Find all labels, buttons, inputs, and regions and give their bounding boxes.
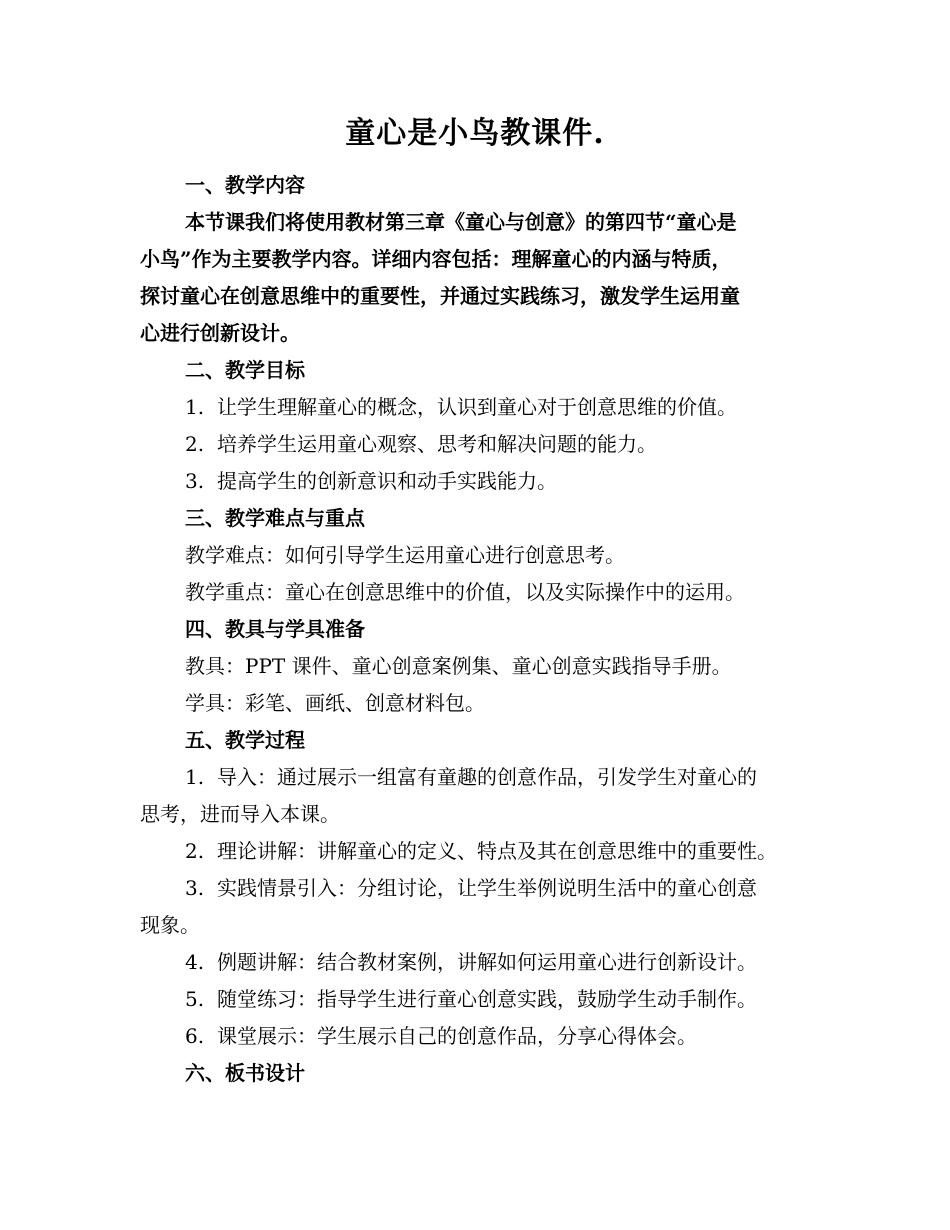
list-item-number: 4. <box>185 950 205 974</box>
list-item-text: 例题讲解：结合教材案例，讲解如何运用童心进行创新设计。 <box>217 950 757 974</box>
list-item <box>140 833 820 870</box>
list-item-number: 6. <box>185 1024 205 1048</box>
paragraph-line: 探讨童心在创意思维中的重要性，并通过实践练习，激发学生运用童 <box>140 284 740 308</box>
list-item-text: 培养学生运用童心观察、思考和解决问题的能力。 <box>217 432 657 456</box>
list-item <box>140 870 820 907</box>
paragraph-line: 小鸟”作为主要教学内容。详细内容包括：理解童心的内涵与特质， <box>140 247 732 271</box>
list-item <box>140 981 820 1018</box>
list-item <box>140 944 820 981</box>
section-heading-process: 五、教学过程 <box>185 728 305 752</box>
list-item <box>140 759 820 796</box>
list-item <box>140 1018 820 1055</box>
list-item-text: 实践情景引入：分组讨论，让学生举例说明生活中的童心创意 <box>217 876 757 900</box>
section-heading-board-design: 六、板书设计 <box>185 1061 305 1085</box>
paragraph-line: 教学重点：童心在创意思维中的价值，以及实际操作中的运用。 <box>185 580 745 604</box>
page-title: 童心是小鸟教课件. <box>345 116 605 151</box>
paragraph-line: 教学难点：如何引导学生运用童心进行创意思考。 <box>185 543 625 567</box>
list-item-number: 5. <box>185 987 205 1011</box>
list-item-number: 2. <box>185 432 205 456</box>
list-item-text: 导入：通过展示一组富有童趣的创意作品，引发学生对童心的 <box>217 765 757 789</box>
list-item-text: 理论讲解：讲解童心的定义、特点及其在创意思维中的重要性。 <box>217 839 777 863</box>
list-item-text: 提高学生的创新意识和动手实践能力。 <box>217 469 557 493</box>
section-heading-difficulties: 三、教学难点与重点 <box>185 506 365 530</box>
list-item-text: 让学生理解童心的概念，认识到童心对于创意思维的价值。 <box>217 395 737 419</box>
paragraph-line: 教具：PPT 课件、童心创意案例集、童心创意实践指导手册。 <box>185 654 732 678</box>
section-heading-teaching-content: 一、教学内容 <box>185 173 305 197</box>
list-item-number: 1. <box>185 395 205 419</box>
list-item <box>140 463 820 500</box>
list-item-text: 随堂练习：指导学生进行童心创意实践，鼓励学生动手制作。 <box>217 987 757 1011</box>
section-heading-teaching-goals: 二、教学目标 <box>185 358 305 382</box>
section-heading-materials: 四、教具与学具准备 <box>185 617 365 641</box>
list-item-text: 课堂展示：学生展示自己的创意作品，分享心得体会。 <box>217 1024 697 1048</box>
paragraph-line: 本节课我们将使用教材第三章《童心与创意》的第四节“童心是 <box>185 210 737 234</box>
list-item-number: 3. <box>185 876 205 900</box>
paragraph-line: 心进行创新设计。 <box>140 321 300 345</box>
list-item-continuation: 思考，进而导入本课。 <box>140 802 340 826</box>
list-item <box>140 389 820 426</box>
list-item-number: 2. <box>185 839 205 863</box>
document-body <box>140 167 820 1092</box>
paragraph-line: 学具：彩笔、画纸、创意材料包。 <box>185 691 485 715</box>
list-item <box>140 426 820 463</box>
list-item-number: 1. <box>185 765 205 789</box>
list-item-number: 3. <box>185 469 205 493</box>
list-item-continuation: 现象。 <box>140 913 200 937</box>
